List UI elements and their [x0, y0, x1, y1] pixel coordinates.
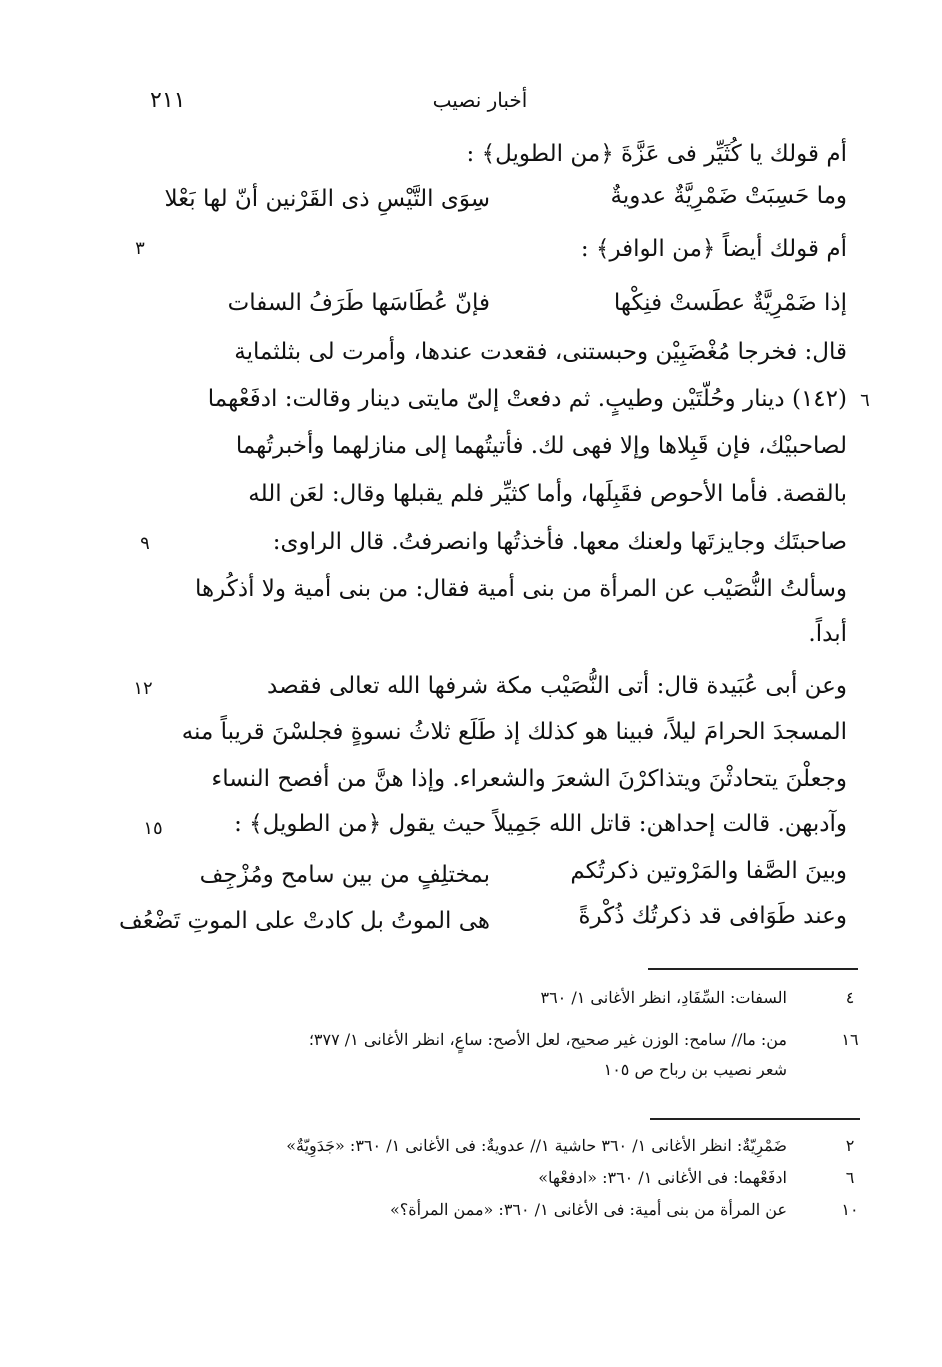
body-line: أم قولك يا كُثَيِّر فى عَزَّةَ ﴿من الطويل﴾ : — [466, 141, 847, 167]
verse-hemistich-second: هى الموتُ بل كادتْ على الموتِ تَضْعُف — [118, 908, 490, 934]
body-line: وعن أبى عُبَيدة قال: أتى النُّصَيْب مكة شرفها الله تعالى فقصد — [267, 673, 847, 699]
margin-line-number: ١٢ — [133, 678, 153, 699]
verse-hemistich-second: بمختلِفٍ من بين سامح ومُزْجِف — [199, 862, 490, 888]
body-line: بالقصة. فأما الأحوص فقَبِلَها، وأما كثيِّر فلم يقبلها وقال: لعَن الله — [248, 481, 847, 507]
margin-line-number: ٣ — [135, 238, 145, 259]
margin-line-number: ٩ — [140, 533, 150, 554]
body-line: أم قولك أيضاً ﴿من الوافر﴾ : — [580, 236, 847, 262]
body-line: أبداً. — [808, 621, 847, 647]
footnote-separator — [650, 1118, 860, 1120]
footnote-text: من: ما// سامح: الوزن غير صحيح، لعل الأصح: ساعٍ، انظر الأغانى ١/ ٣٧٧؛ — [308, 1030, 787, 1049]
footnote-separator — [648, 968, 858, 970]
footnote-number: ٤ — [845, 988, 855, 1007]
body-line: صاحبتَك وجايزتَها ولعنك معها. فأخذتُها وانصرفتُ. قال الراوى: — [272, 529, 847, 555]
footnote-number: ٦ — [845, 1168, 855, 1187]
footnote-text: ضَمْرِيّةٌ: انظر الأغانى ١/ ٣٦٠ حاشية ١// عدويةٌ: فى الأغانى ١/ ٣٦٠: «جَدَوِيّةٌ» — [286, 1136, 787, 1155]
body-line: لصاحبيْك، فإن قَبِلاها وإلا فهى لك. فأتيتُهما إلى منازلهما وأخبرتُهما — [235, 433, 847, 459]
footnote-number: ١٦ — [841, 1030, 859, 1049]
running-header-title: أخبار نصيب — [432, 88, 528, 112]
page-number: ٢١١ — [150, 88, 186, 113]
margin-line-number: ٦ — [860, 390, 870, 411]
footnote-text: السفات: السِّفَادِ، انظر الأغانى ١/ ٣٦٠ — [540, 988, 787, 1007]
margin-line-number: ١٥ — [143, 818, 163, 839]
verse-hemistich-first: وما حَسِبَتْ ضَمْرِيَّةٌ عدويةٌ — [610, 183, 847, 209]
footnote-number: ١٠ — [841, 1200, 859, 1219]
footnote-text: عن المرأة من بنى أمية: فى الأغانى ١/ ٣٦٠: «ممن المرأة؟» — [389, 1200, 787, 1219]
verse-hemistich-first: وعند طَوَافى قد ذكرتُك ذُكْرةً — [578, 903, 847, 929]
body-line: قال: فخرجا مُغْضَبِيْن وحبستنى، فقعدت عندها، وأمرت لى بثلثماية — [234, 339, 847, 365]
body-line: (١٤٢) دينار وحُلّتَيْن وطيبٍ. ثم دفعتْ إلىّ مايتى دينار وقالت: ادفَعْهما — [207, 386, 847, 412]
footnote-text: ادفَعْهما: فى الأغانى ١/ ٣٦٠: «ادفعْها» — [538, 1168, 787, 1187]
verse-hemistich-first: إذا ضَمْرِيَّةٌ عطَستْ فنِكْها — [613, 290, 847, 316]
verse-hemistich-first: وبينَ الصَّفا والمَرْوتين ذكرتُكم — [570, 858, 847, 884]
body-line: وسألتُ النُّصَيْب عن المرأة من بنى أمية فقال: من بنى أمية ولا أذكُرها — [195, 576, 847, 602]
verse-hemistich-second: سِوَى التَّيْسِ ذى القَرْنين أنّ لها بَعْلا — [164, 186, 490, 212]
footnote-number: ٢ — [845, 1136, 855, 1155]
footnote-text: شعر نصيب بن رباح ص ١٠٥ — [603, 1060, 787, 1079]
body-line: وآدبهن. قالت إحداهن: قاتل الله جَمِيلاً حيث يقول ﴿من الطويل﴾ : — [234, 811, 847, 837]
verse-hemistich-second: فإنّ عُطَاسَها طَرَفُ السفات — [227, 290, 490, 316]
body-line: وجعلْنَ يتحادثْنَ ويتذاكرْنَ الشعرَ والشعراء. وإذا هنَّ من أفصح النساء — [211, 766, 847, 792]
body-line: المسجدَ الحرامَ ليلاً، فبينا هو كذلك إذ طَلَع ثلاثُ نسوةٍ فجلسْنَ قريباً منه — [181, 719, 847, 745]
